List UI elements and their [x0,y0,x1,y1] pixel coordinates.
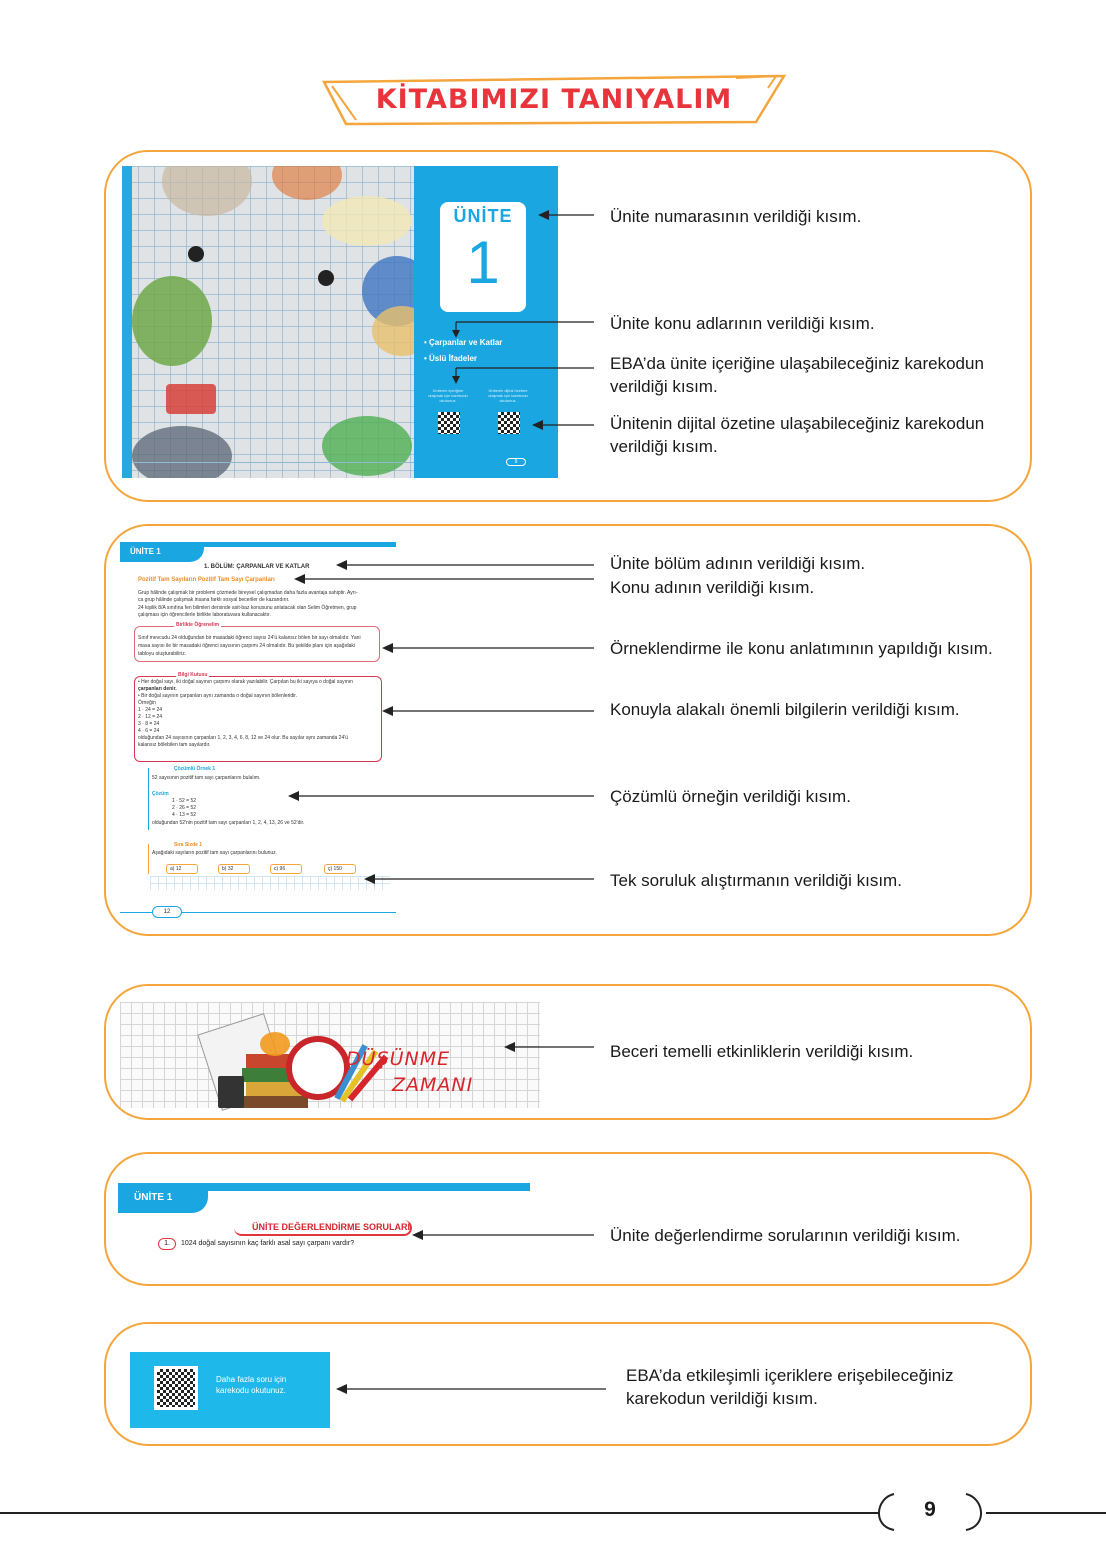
cover-topic: • Üslü İfadeler [424,354,478,363]
label-important-info: Konuyla alakalı önemli bilgilerin verildiği kısım. [610,700,960,719]
eba-instruction-line: Daha fazla soru için [216,1375,287,1384]
question-number: 1. [158,1238,176,1250]
arrow-left-icon [412,1228,594,1242]
intro-line: ca grup hâlinde çalışmak insana farklı sosyal beceriler de kazandırır. [138,597,290,603]
label-digital-summary-qr: Ünitenin dijital özetine ulaşabileceğiniz karekodun verildiği kısım. [610,414,985,456]
footer-rule [0,1512,880,1514]
label-topic-name: Konu adının verildiği kısım. [610,578,815,597]
cover-left-strip [122,166,132,478]
thinking-word: DÜŞÜNME [346,1048,451,1070]
title-banner [316,72,792,128]
solved-rule [148,768,149,830]
label-eba-qr: EBA’da ünite içeriğine ulaşabileceğiniz karekodun verildiği kısım. [610,354,984,396]
arrow-down-left-icon [452,320,594,338]
info-line: 3 · 8 = 24 [138,721,160,727]
unit-word: ÜNİTE [453,206,513,226]
solution-label: Çözüm [152,791,169,797]
intro-line: çalışması için öğrencilerle birlikte laboratuvara kullanacaktır. [138,612,271,618]
label-solved-example: Çözümlü örneğin verildiği kısım. [610,787,851,806]
time-word: ZAMANI [392,1074,474,1096]
unit-number-card [440,202,526,312]
arrow-left-icon [294,572,594,586]
cover-photo [122,166,414,478]
leaf-icon [260,1032,290,1056]
arrow-left-icon [336,558,594,572]
example-line: Sınıf mevcudu 24 olduğundan bir masadaki öğrenci sayısı 24'ü kalansız bölen bir sayı olmalıdır. Yani [138,635,361,641]
thinking-time-banner [120,1002,540,1108]
footer-rule [986,1512,1106,1514]
solution-line: 1 · 52 = 52 [172,798,197,804]
arrow-left-icon [288,789,594,803]
cover-page-number: 9 [506,458,526,466]
info-line: 1 · 24 = 24 [138,707,163,713]
example-box-title: Birlikte Öğrenelim [176,622,220,628]
intro-line: Grup hâlinde çalışmak bir problemi çözmede bireysel çalışmadan daha fazla avantaja sahiptir. Ayrı- [138,590,358,596]
answer-box: ç) 150 [324,864,356,874]
qr-caption: Ünitenin içeriğine ulaşmak için karekodu okutunuz. [428,388,468,403]
solution-result: olduğundan 52'nin pozitif tam sayı çarpanları 1, 2, 4, 13, 26 ve 52'dir. [152,820,305,826]
intro-line: 24 kişilik 8/A sınıfına fen bilimleri dersinde asit-baz konusunu anlatacak olan Selim Öğretmen, grup [138,605,357,611]
qr-code-icon [154,1366,198,1410]
cover-topic: • Çarpanlar ve Katlar [424,338,503,347]
qr-caption: Ünitenin dijital özetine ulaşmak için karekodu okutunuz. [488,388,528,403]
arrow-left-icon [382,704,594,718]
info-box-title: Bilgi Kutusu [178,672,208,678]
topic-heading: Pozitif Tam Sayıların Pozitif Tam Sayı Çarpanları [138,577,275,583]
unit-tab-text: ÜNİTE 1 [130,547,161,556]
arrow-left-icon [532,418,594,432]
arrow-left-icon [364,872,594,886]
solution-line: 2 · 26 = 52 [172,805,197,811]
info-line: • Bir doğal sayının çarpanları aynı zamanda o doğal sayının bölenleridir. [138,693,298,699]
arrow-left-icon [538,208,594,222]
exercise-title: Sıra Sizde 1 [174,842,203,848]
calculator-icon [218,1076,244,1108]
label-single-exercise: Tek soruluk alıştırmanın verildiği kısım. [610,871,902,890]
question-text: 1024 doğal sayısının kaç farklı asal sayı çarpanı vardır? [181,1240,355,1247]
info-line: • Her doğal sayı, iki doğal sayının çarpımı olarak yazılabilir. Çarpılan bu iki sayıya o doğal sayının [138,679,353,685]
solved-question: 52 sayısının pozitif tam sayı çarpanlarını bulalım. [152,775,261,781]
label-skill-activities: Beceri temelli etkinliklerin verildiği kısım. [610,1042,914,1061]
inner-page-preview [120,542,396,920]
section-unit-evaluation [104,1152,1032,1286]
solution-line: 4 · 13 = 52 [172,812,197,818]
label-unit-number: Ünite numarasının verildiği kısım. [610,207,862,226]
unit-number: 1 [466,229,500,296]
page-title: KİTABIMIZI TANIYALIM [375,84,733,115]
answer-box: b) 32 [218,864,250,874]
page-number: 9 [924,1498,936,1521]
info-line: çarpanları denir. [138,686,177,692]
answer-box: c) 96 [270,864,302,874]
arrow-left-icon [382,641,594,655]
qr-code-icon [498,412,520,434]
info-line: 4 · 6 = 24 [138,728,160,734]
exercise-rule [148,844,149,874]
eba-qr-panel [130,1352,330,1428]
inner-page-number: 12 [152,906,182,918]
info-line: kalansız bölebilen tam sayılardır. [138,742,211,748]
info-line: 2 · 12 = 24 [138,714,163,720]
arrow-left-icon [504,1040,594,1054]
exercise-question: Aşağıdaki sayıların pozitif tam sayı çarpanlarını bulunuz. [152,850,278,856]
cover-divider [132,462,414,463]
book-icon [238,1096,308,1108]
answer-grid [150,876,390,890]
label-evaluation-questions: Ünite değerlendirme sorularının verildiği kısım. [610,1226,961,1245]
label-unit-topics: Ünite konu adlarının verildiği kısım. [610,314,875,333]
solved-title: Çözümlü Örnek 1 [174,766,216,772]
answer-box: a) 12 [166,864,198,874]
arrow-down-left-icon [452,366,594,384]
label-example-explanation: Örneklendirme ile konu anlatımının yapıldığı kısım. [610,639,993,658]
unit-tab-text: ÜNİTE 1 [134,1192,173,1203]
arrow-left-icon [336,1382,606,1396]
evaluation-heading: ÜNİTE DEĞERLENDİRME SORULARI [252,1222,411,1232]
qr-code-icon [438,412,460,434]
info-line: olduğundan 24 sayısının çarpanları 1, 2, 3, 4, 6, 8, 12 ve 24 olur. Bu sayılar aynı zamanda 24'ü [138,735,348,741]
label-eba-interactive: EBA’da etkileşimli içeriklere erişebileceğiniz karekodun verildiği kısım. [626,1366,954,1408]
example-line: masa sayısı ile bir masadaki öğrenci sayısının çarpımı 24 olmalıdır. Bu şekilde planı için aşağıdaki [138,643,356,649]
chapter-heading: 1. BÖLÜM: ÇARPANLAR VE KATLAR [204,564,310,570]
label-chapter-name: Ünite bölüm adının verildiği kısım. [610,554,866,573]
example-line: tabloyu oluşturabiliriz. [138,651,187,657]
eba-instruction-line: karekodu okutunuz. [216,1386,286,1395]
info-line: Örneğin [138,700,156,706]
eba-instruction [216,1374,316,1396]
